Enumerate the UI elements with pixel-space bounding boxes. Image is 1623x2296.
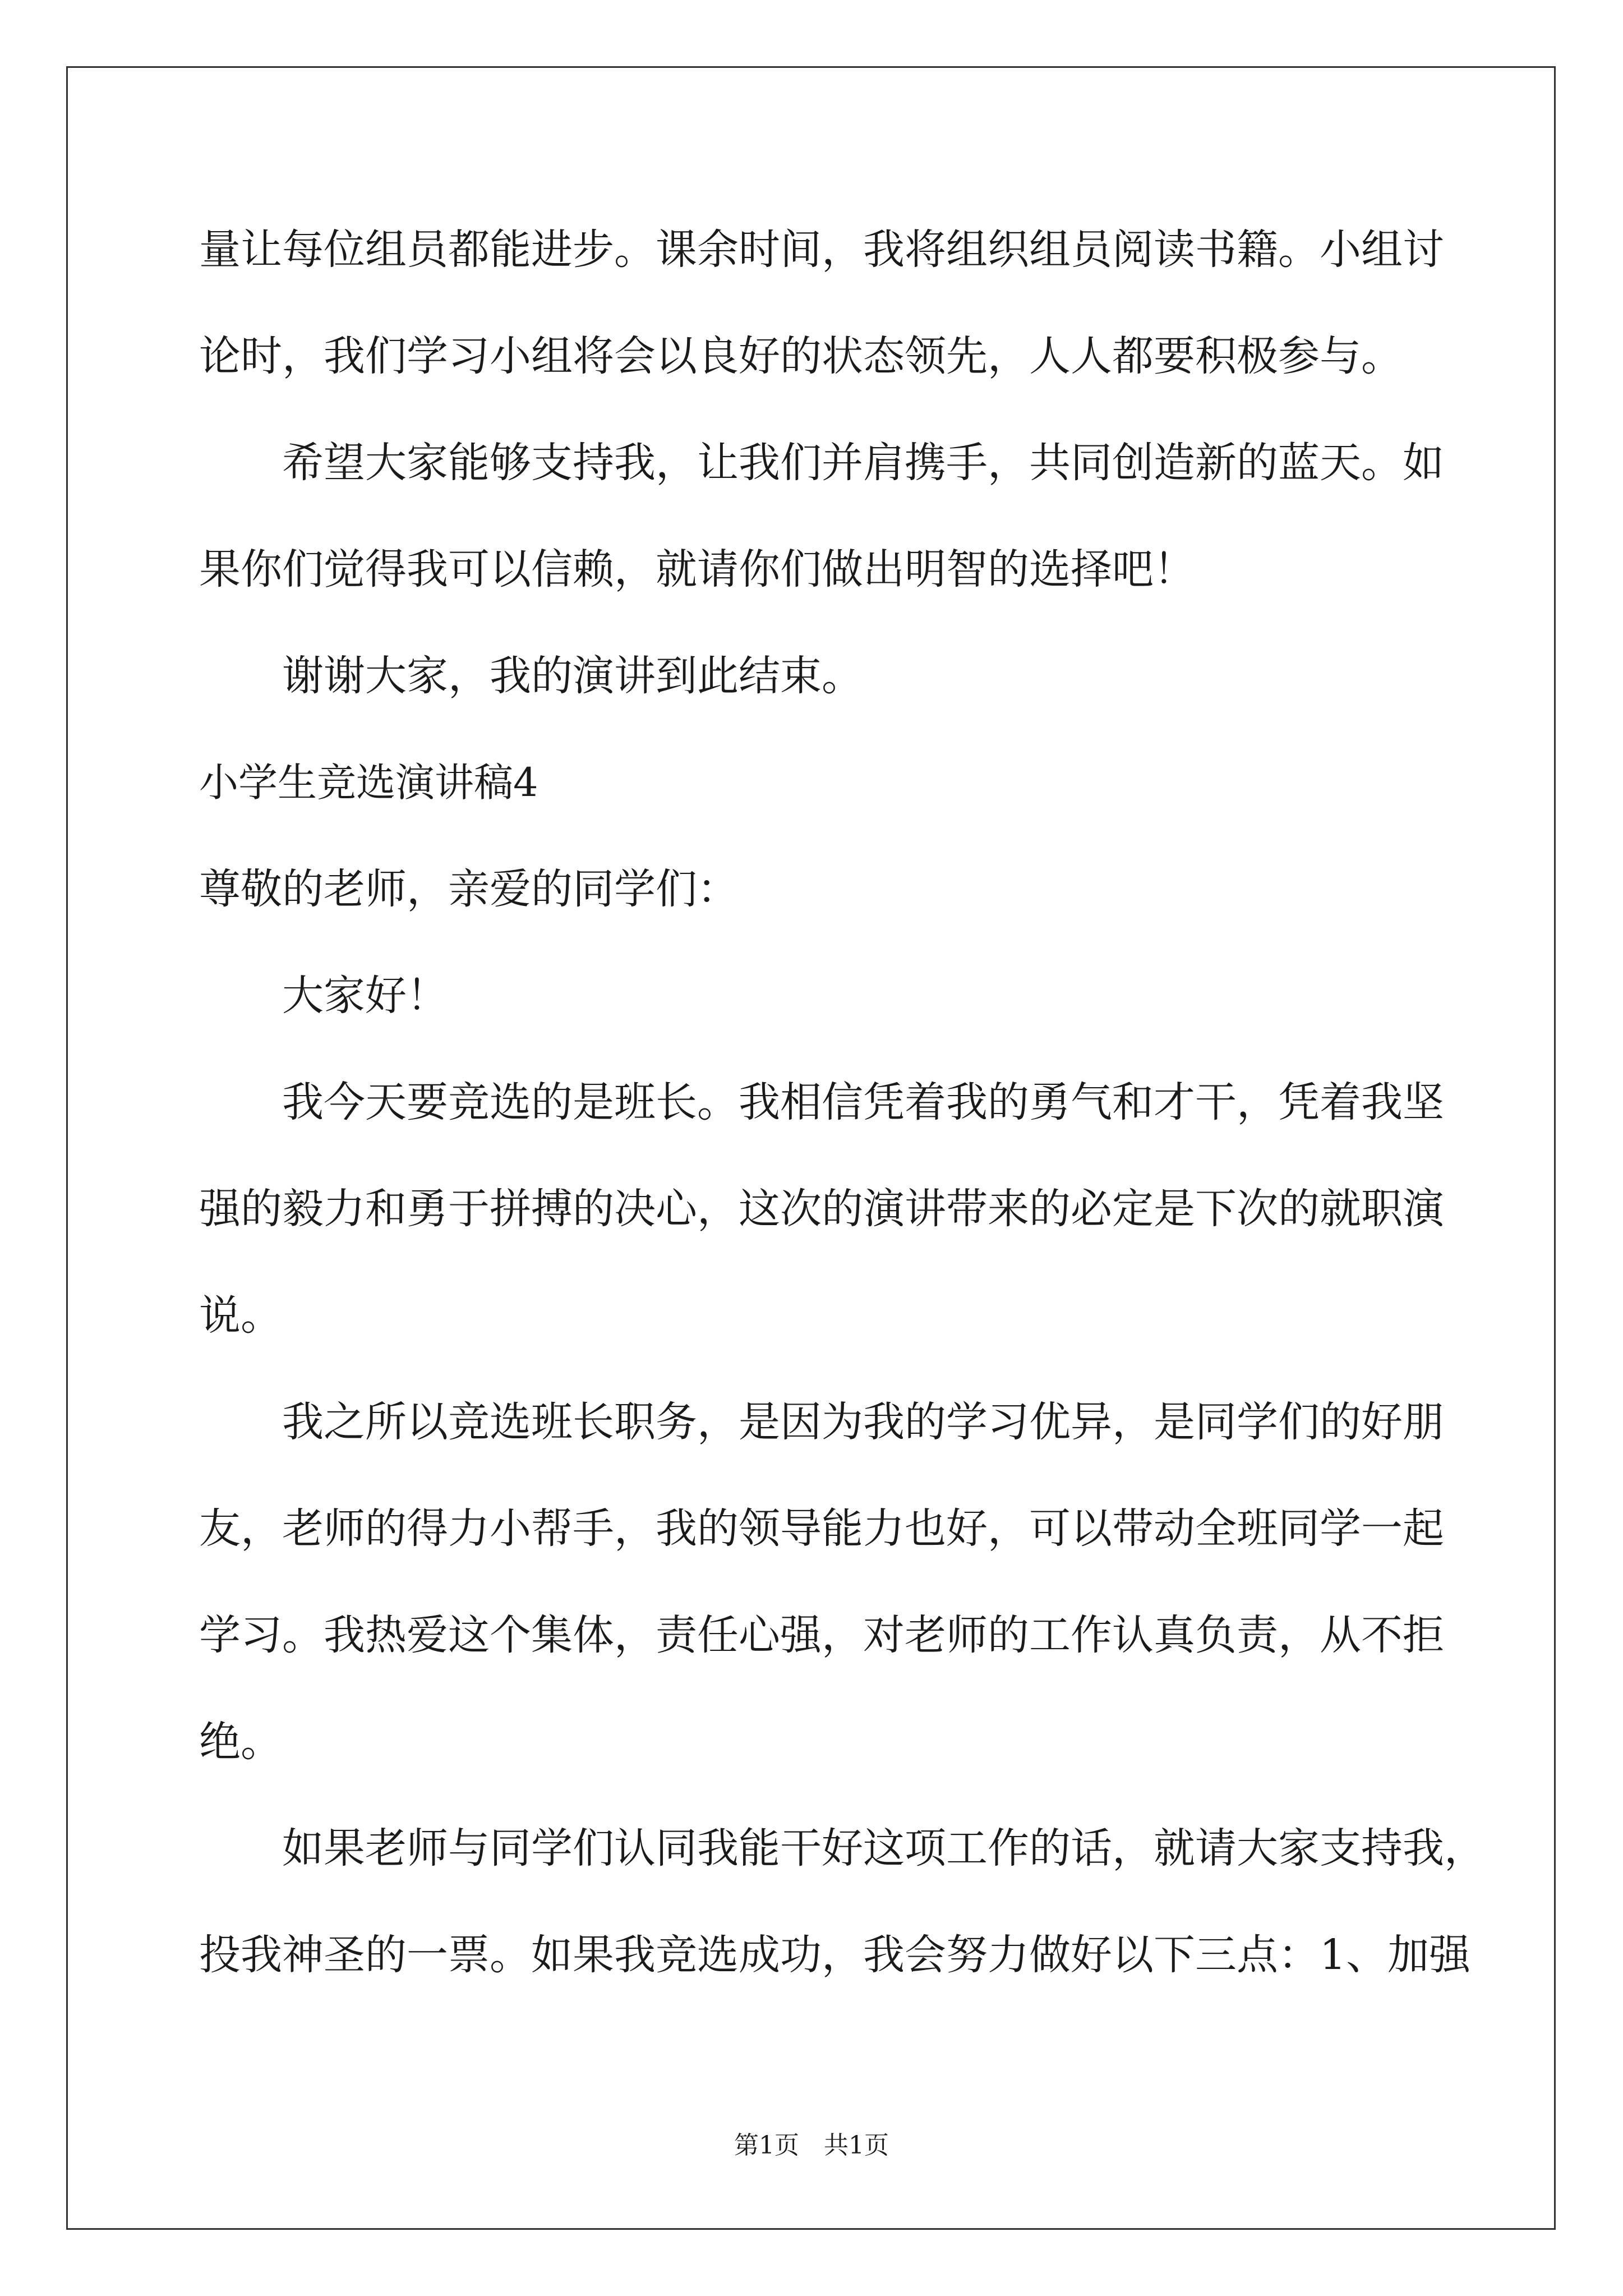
greeting: 大家好！ bbox=[282, 972, 448, 1020]
paragraph-line: 强的毅力和勇于拼搏的决心，这次的演讲带来的必定是下次的就职演 bbox=[199, 1185, 1444, 1233]
paragraph-line: 学习。我热爱这个集体，责任心强，对老师的工作认真负责，从不拒 bbox=[199, 1611, 1444, 1659]
paragraph-line: 如果老师与同学们认同我能干好这项工作的话，就请大家支持我， bbox=[282, 1824, 1486, 1872]
page-border bbox=[66, 66, 1556, 2230]
paragraph-line: 投我神圣的一票。如果我竞选成功，我会努力做好以下三点：1、加强 bbox=[199, 1931, 1471, 1979]
paragraph-line: 说。 bbox=[199, 1291, 282, 1340]
page-number-footer: 第1页 共1页 bbox=[734, 2131, 889, 2160]
paragraph-line: 绝。 bbox=[199, 1718, 282, 1766]
paragraph-line: 果你们觉得我可以信赖，就请你们做出明智的选择吧！ bbox=[199, 545, 1195, 593]
paragraph-line: 我今天要竞选的是班长。我相信凭着我的勇气和才干，凭着我坚 bbox=[282, 1078, 1444, 1126]
paragraph-line: 友，老师的得力小帮手，我的领导能力也好，可以带动全班同学一起 bbox=[199, 1504, 1444, 1553]
section-heading: 小学生竞选演讲稿4 bbox=[199, 760, 538, 806]
paragraph-line: 量让每位组员都能进步。课余时间，我将组织组员阅读书籍。小组讨 bbox=[199, 226, 1444, 274]
salutation: 尊敬的老师，亲爱的同学们： bbox=[199, 865, 739, 913]
paragraph-line: 我之所以竞选班长职务，是因为我的学习优异，是同学们的好朋 bbox=[282, 1398, 1444, 1446]
paragraph-line: 论时，我们学习小组将会以良好的状态领先，人人都要积极参与。 bbox=[199, 332, 1403, 380]
paragraph-line: 谢谢大家，我的演讲到此结束。 bbox=[282, 652, 863, 700]
paragraph-line: 希望大家能够支持我，让我们并肩携手，共同创造新的蓝天。如 bbox=[282, 439, 1444, 487]
